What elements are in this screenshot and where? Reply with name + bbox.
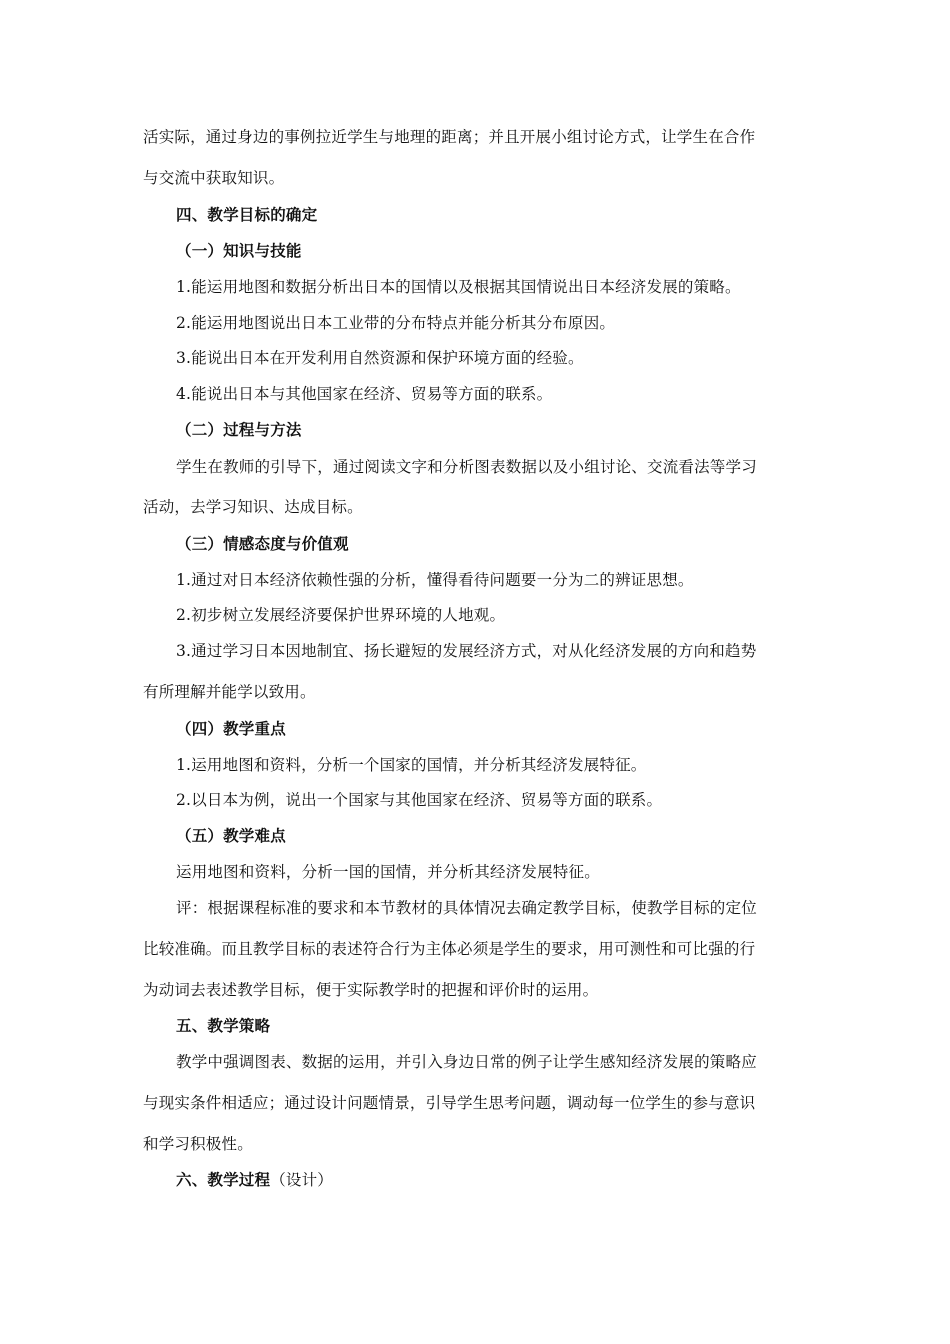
section-6-heading-line <box>176 1170 333 1190</box>
section-6-heading: 六、教学过程 <box>176 1170 271 1189</box>
attitude-item-2: 2.初步树立发展经济要保护世界环境的人地观。 <box>176 606 506 624</box>
subsection-process-method-heading: （二）过程与方法 <box>176 420 302 439</box>
strategy-line-3: 和学习积极性。 <box>143 1135 253 1153</box>
attitude-item-3-line-1: 3.通过学习日本因地制宜、扬长避短的发展经济方式，对从化经济发展的方向和趋势 <box>176 642 757 660</box>
knowledge-item-4: 4.能说出日本与其他国家在经济、贸易等方面的联系。 <box>176 385 553 403</box>
comment-line-2: 比较准确。而且教学目标的表述符合行为主体必须是学生的要求，用可测性和可比强的行 <box>143 940 756 958</box>
section-5-heading: 五、教学策略 <box>176 1016 271 1035</box>
subsection-difficulties-heading: （五）教学难点 <box>176 826 286 845</box>
knowledge-item-1: 1.能运用地图和数据分析出日本的国情以及根据其国情说出日本经济发展的策略。 <box>176 278 741 296</box>
section-6-heading-suffix: （设计） <box>270 1171 334 1189</box>
knowledge-item-2: 2.能运用地图说出日本工业带的分布特点并能分析其分布原因。 <box>176 314 616 332</box>
subsection-key-points-heading: （四）教学重点 <box>176 719 286 738</box>
comment-line-3: 为动词去表述教学目标，便于实际教学时的把握和评价时的运用。 <box>143 981 599 999</box>
difficulties-text: 运用地图和资料，分析一国的国情，并分析其经济发展特征。 <box>176 863 600 881</box>
process-method-line-1: 学生在教师的引导下，通过阅读文字和分析图表数据以及小组讨论、交流看法等学习 <box>176 458 757 476</box>
subsection-knowledge-skills-heading: （一）知识与技能 <box>176 241 302 260</box>
knowledge-item-3: 3.能说出日本在开发利用自然资源和保护环境方面的经验。 <box>176 349 584 367</box>
strategy-line-1: 教学中强调图表、数据的运用，并引入身边日常的例子让学生感知经济发展的策略应 <box>176 1053 757 1071</box>
key-point-item-1: 1.运用地图和资料，分析一个国家的国情，并分析其经济发展特征。 <box>176 756 647 774</box>
intro-paragraph-line-2: 与交流中获取知识。 <box>143 169 285 187</box>
intro-paragraph-line-1: 活实际，通过身边的事例拉近学生与地理的距离；并且开展小组讨论方式，让学生在合作 <box>143 128 756 146</box>
attitude-item-3-line-2: 有所理解并能学以致用。 <box>143 683 316 701</box>
process-method-line-2: 活动，去学习知识、达成目标。 <box>143 498 363 516</box>
section-4-heading: 四、教学目标的确定 <box>176 205 318 224</box>
strategy-line-2: 与现实条件相适应；通过设计问题情景，引导学生思考问题，调动每一位学生的参与意识 <box>143 1094 756 1112</box>
subsection-attitude-values-heading: （三）情感态度与价值观 <box>176 534 349 553</box>
attitude-item-1: 1.通过对日本经济依赖性强的分析，懂得看待问题要一分为二的辨证思想。 <box>176 571 694 589</box>
comment-line-1: 评：根据课程标准的要求和本节教材的具体情况去确定教学目标，使教学目标的定位 <box>176 899 757 917</box>
key-point-item-2: 2.以日本为例，说出一个国家与其他国家在经济、贸易等方面的联系。 <box>176 791 663 809</box>
